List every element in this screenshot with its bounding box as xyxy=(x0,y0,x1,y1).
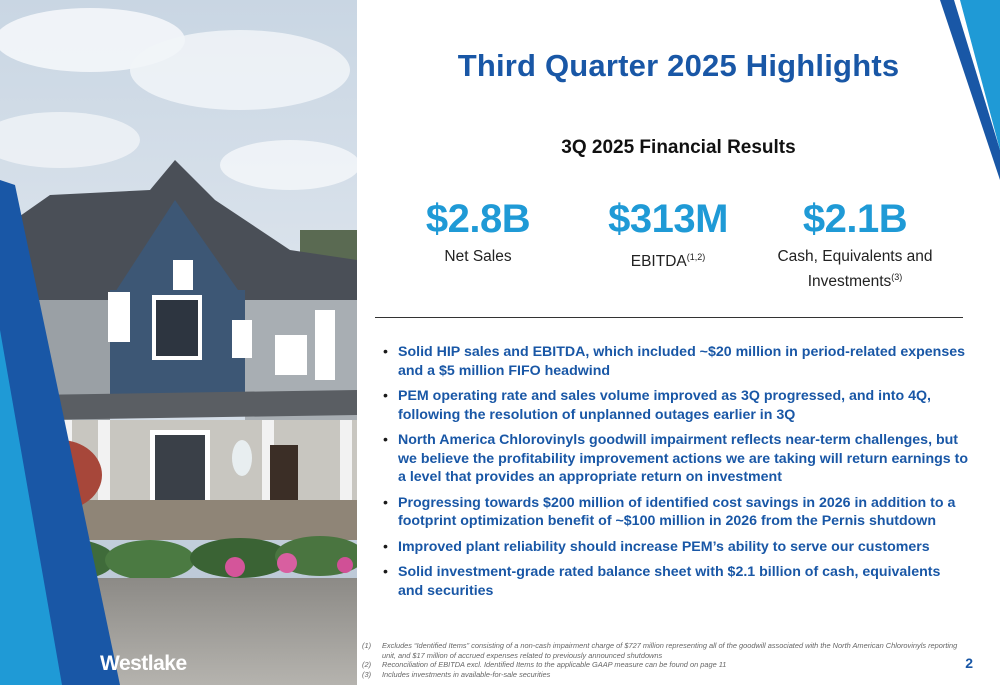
kpi-label: Cash, Equivalents and Investments$^{(3)}$ xyxy=(777,248,933,291)
kpi-value: $2.1B xyxy=(802,197,908,241)
kpi-cash xyxy=(745,197,965,292)
section-subtitle: 3Q 2025 Financial Results xyxy=(561,137,796,158)
footnote-ref: (1,2) xyxy=(686,252,706,262)
list-item: • Solid HIP sales and EBITDA, which included ~$20 million in period-related expenses and a $5 million FIFO headwind xyxy=(383,344,965,379)
list-item: • Solid investment-grade rated balance sheet with $2.1 billion of cash, equivalents and securities xyxy=(383,564,941,599)
highlights-list xyxy=(383,343,968,607)
kpi-label: Net Sales xyxy=(444,248,512,265)
slide-title: Third Quarter 2025 Highlights xyxy=(457,48,900,83)
footnote: (2) Reconciliation of EBITDA excl. Identified Items to the applicable GAAP measure can be found on page 11 xyxy=(362,660,727,670)
divider-line xyxy=(375,317,963,318)
kpi-value: $313M xyxy=(608,197,728,241)
list-item: • PEM operating rate and sales volume improved as 3Q progressed, and into 4Q, following the resolution of unplanned outages earlier in 3Q xyxy=(383,388,931,423)
footnote-ref: (3) xyxy=(891,272,903,282)
list-item: • Progressing towards $200 million of identified cost savings in 2026 in addition to a footprint optimization benefit of ~$100 million in 2026 from the Pernis shutdown xyxy=(383,494,956,529)
list-item: • North America Chlorovinyls goodwill impairment reflects near-term challenges, but we believe the profitability improvement actions we are taking will return earnings to a level that provides an appropriate return on investment xyxy=(383,432,969,485)
westlake-logo: Westlake xyxy=(100,652,187,675)
kpi-net-sales xyxy=(368,197,588,267)
kpi-value: $2.8B xyxy=(425,197,531,241)
list-item: • Improved plant reliability should increase PEM’s ability to serve our customers xyxy=(383,538,930,555)
page-number: 2 xyxy=(965,655,973,671)
kpi-label: EBITDA$^{(1,2)}$ xyxy=(630,252,706,271)
house-photo xyxy=(0,0,357,685)
footnote: (3) Includes investments in available-for-sale securities xyxy=(362,669,551,679)
footnote: (1) Excludes “Identified Items” consisting of a non-cash impairment charge of $727 million representing all of the goodwill associated with the North American Chlorovinyls reporting unit, and $17 million of accrued expenses related to previously announced shutdowns xyxy=(362,641,958,660)
footnotes xyxy=(362,641,962,679)
